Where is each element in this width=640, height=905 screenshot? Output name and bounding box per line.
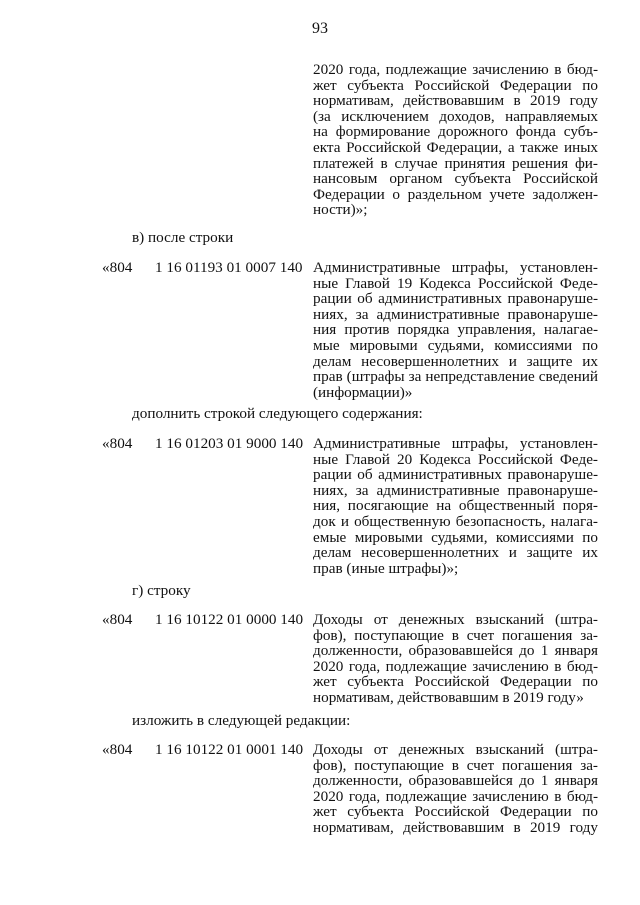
text-line: Административные штрафы, установлен-	[313, 435, 598, 452]
admin-code: «804	[102, 741, 133, 758]
text-line: Доходы от денежных взысканий (штра-	[313, 611, 598, 628]
text-line: ные Главой 19 Кодекса Российской Феде-	[313, 274, 598, 292]
kbk-code: 1 16 10122 01 0000 140	[155, 611, 304, 628]
text-line: делам несовершеннолетних и защите их	[313, 352, 598, 370]
text-line: ниях, за административные правонаруше-	[313, 305, 598, 323]
text-line: жет субъекта Российской Федерации по	[313, 76, 598, 94]
text-line: (информации)»	[313, 383, 413, 401]
text-line: 2020 года, подлежащие зачислению в бюд-	[313, 61, 598, 78]
text-line: Доходы от денежных взысканий (штра-	[313, 741, 598, 758]
row-description	[313, 436, 598, 576]
instruction-add-row: дополнить строкой следующего содержания:	[132, 405, 423, 422]
text-line: нансовым органом субъекта Российской	[313, 170, 598, 188]
text-line: ниях, за административные правонаруше-	[313, 481, 598, 499]
text-line: делам несовершеннолетних и защите их	[313, 544, 598, 562]
text-line: (за исключением доходов, направляемых	[313, 107, 598, 125]
text-line: екта Российской Федерации, а также иных	[313, 138, 598, 156]
continuation-text	[313, 62, 598, 218]
text-line: док и общественную безопасность, налага-	[313, 512, 598, 530]
text-line: нормативам, действовавшим в 2019 году	[313, 92, 598, 110]
kbk-code: 1 16 10122 01 0001 140	[155, 741, 304, 758]
text-line: рации об административных правонаруше-	[313, 290, 598, 308]
text-line: фов), поступающие в счет погашения за-	[313, 626, 598, 644]
text-line: 2020 года, подлежащие зачислению в бюд-	[313, 657, 598, 675]
row-description	[313, 612, 598, 706]
text-line: ния, посягающие на общественный поря-	[313, 497, 598, 515]
text-line: Административные штрафы, установлен-	[313, 259, 598, 276]
page-number: 93	[312, 20, 328, 37]
text-line: жет субъекта Российской Федерации по	[313, 673, 598, 691]
text-line: нормативам, действовавшим в 2019 году»	[313, 688, 584, 706]
text-line: прав (иные штрафы)»;	[313, 559, 459, 577]
row-description	[313, 260, 598, 400]
admin-code: «804	[102, 435, 133, 452]
text-line: прав (штрафы за непредставление сведений	[313, 368, 598, 386]
text-line: мые мировыми судьями, комиссиями по	[313, 336, 598, 354]
kbk-code: 1 16 01203 01 9000 140	[155, 435, 304, 452]
text-line: 2020 года, подлежащие зачислению в бюд-	[313, 787, 598, 805]
text-line: жет субъекта Российской Федерации по	[313, 803, 598, 821]
instruction-after-row: в) после строки	[132, 229, 234, 246]
text-line: емые мировыми судьями, комиссиями по	[313, 528, 598, 546]
admin-code: «804	[102, 611, 133, 628]
text-line: долженности, образовавшейся до 1 января	[313, 642, 598, 660]
text-line: ности)»;	[313, 201, 368, 219]
text-line: нормативам, действовавшим в 2019 году	[313, 818, 598, 836]
text-line: долженности, образовавшейся до 1 января	[313, 772, 598, 790]
text-line: фов), поступающие в счет погашения за-	[313, 756, 598, 774]
instruction-state-as: изложить в следующей редакции:	[132, 712, 351, 729]
text-line: платежей в случае принятия решения фи-	[313, 154, 598, 172]
text-line: рации об административных правонаруше-	[313, 466, 598, 484]
text-line: на формирование дорожного фонда субъ-	[313, 123, 598, 141]
kbk-code: 1 16 01193 01 0007 140	[155, 259, 303, 276]
text-line: Федерации о раздельном учете задолжен-	[313, 185, 598, 203]
text-line: ные Главой 20 Кодекса Российской Феде-	[313, 450, 598, 468]
text-line: ния против порядка управления, налагае-	[313, 321, 598, 339]
instruction-row-g: г) строку	[132, 582, 191, 599]
row-description	[313, 742, 598, 836]
admin-code: «804	[102, 259, 133, 276]
